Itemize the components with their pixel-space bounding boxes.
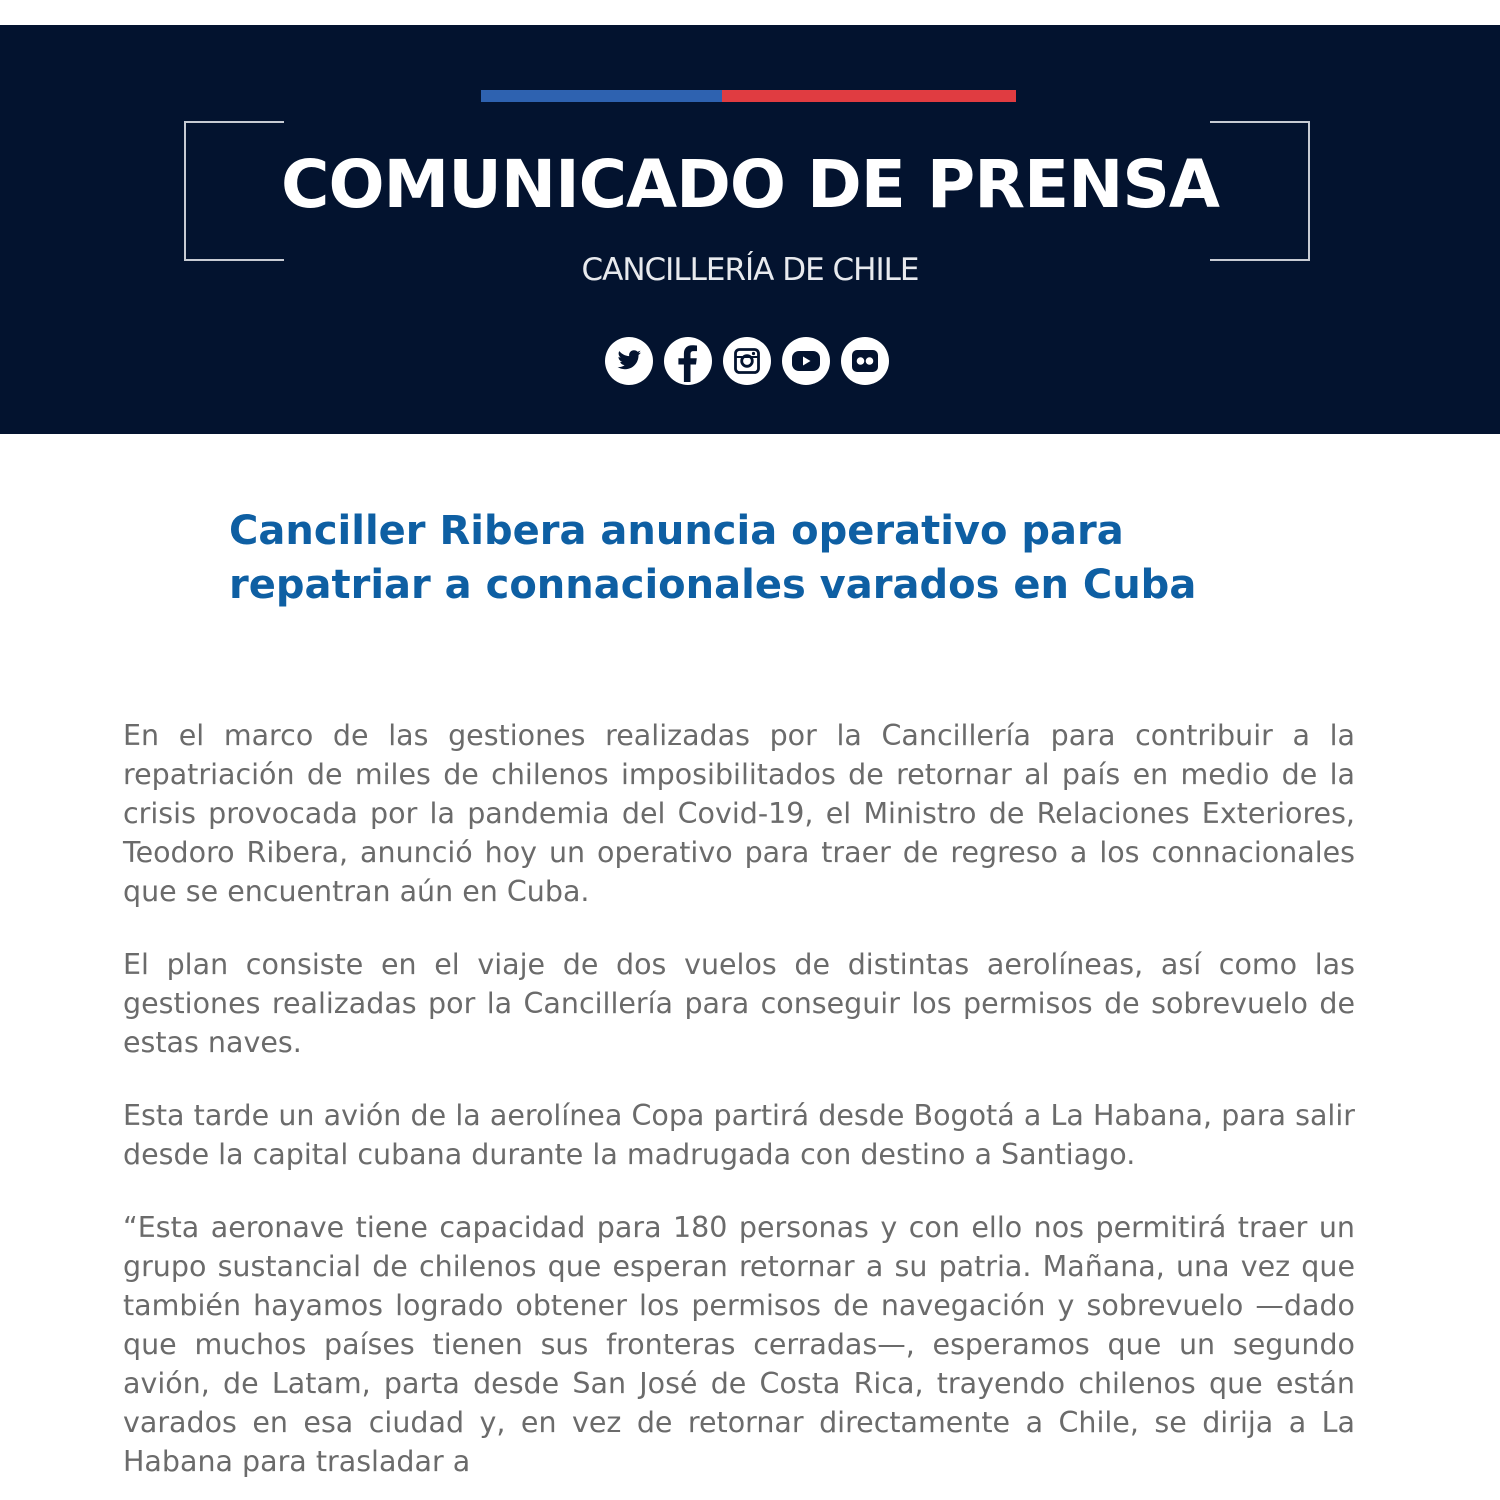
- flickr-icon[interactable]: [840, 336, 890, 386]
- banner-title: COMUNICADO DE PRENSA: [281, 146, 1219, 223]
- headline-line-1: Canciller Ribera anuncia operativo para: [229, 508, 1124, 554]
- article-headline: [229, 504, 1349, 612]
- youtube-icon[interactable]: [781, 336, 831, 386]
- banner-subtitle: CANCILLERÍA DE CHILE: [581, 252, 919, 288]
- press-release-banner: [0, 25, 1500, 434]
- twitter-icon[interactable]: [604, 336, 654, 386]
- paragraph-2: El plan consiste en el viaje de dos vuelos de distintas aerolíneas, así como las gestiones realizadas por la Cancillería para conseguir los permisos de sobrevuelo de estas naves.: [123, 948, 1355, 1059]
- paragraph-4: “Esta aeronave tiene capacidad para 180 personas y con ello nos permitirá traer un grupo sustancial de chilenos que esperan retornar a su patria. Mañana, una vez que también hayamos logrado obtener los permisos de navegación y sobrevuelo —dado que muchos países tienen sus fronteras cerradas—, esperamos que un segundo avión, de Latam, parta desde San José de Costa Rica, trayendo chilenos que están varados en esa ciudad y, en vez de retornar directamente a Chile, se dirija a La Habana para trasladar a: [123, 1211, 1355, 1478]
- headline-line-2: repatriar a connacionales varados en Cuba: [229, 562, 1197, 608]
- flag-stripe: [481, 90, 1016, 102]
- article-body: [123, 716, 1355, 1500]
- flag-stripe-red: [722, 90, 1016, 102]
- paragraph-3: Esta tarde un avión de la aerolínea Copa partirá desde Bogotá a La Habana, para salir desde la capital cubana durante la madrugada con destino a Santiago.: [123, 1099, 1355, 1171]
- instagram-icon[interactable]: [722, 336, 772, 386]
- social-links: [604, 336, 890, 386]
- flag-stripe-blue: [481, 90, 722, 102]
- facebook-icon[interactable]: [663, 336, 713, 386]
- paragraph-1: En el marco de las gestiones realizadas por la Cancillería para contribuir a la repatriación de miles de chilenos imposibilitados de retornar al país en medio de la crisis provocada por la pandemia del Covid-19, el Ministro de Relaciones Exteriores, Teodoro Ribera, anunció hoy un operativo para traer de regreso a los connacionales que se encuentran aún en Cuba.: [123, 719, 1355, 908]
